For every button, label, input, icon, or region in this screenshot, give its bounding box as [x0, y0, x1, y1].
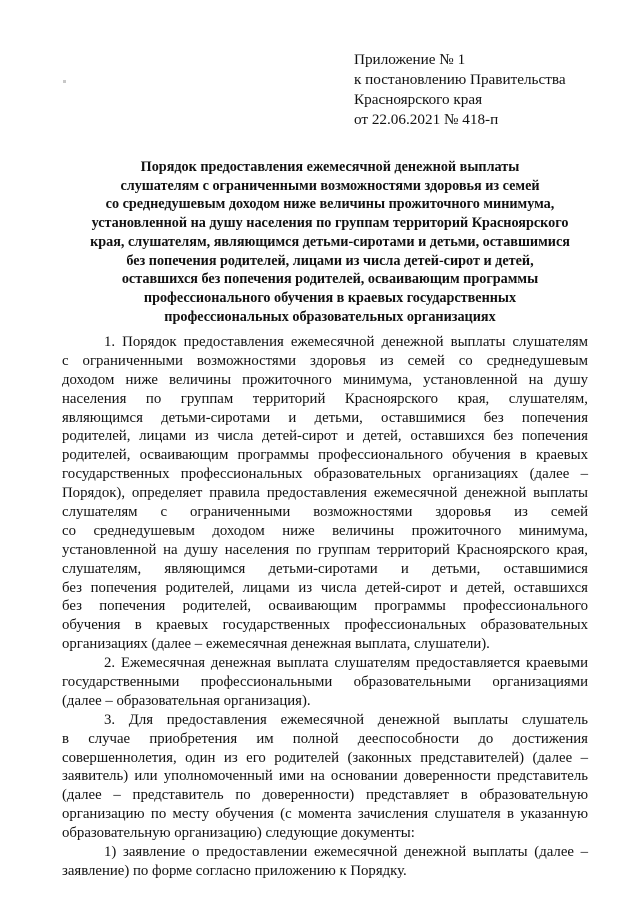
body-line: без попечения родителей, лицами из числа детей-сирот и детей, оставшихся — [62, 579, 588, 596]
body-line: без попечения родителей, осваивающим программы профессионального — [62, 598, 588, 615]
title-line: края, слушателям, являющимся детьми-сиротами и детьми, оставшимися — [90, 233, 570, 250]
body-line: родителей, осваивающим программы профессионального обучения в краевых — [62, 447, 588, 464]
body-line: образовательную организацию) следующие документы: — [62, 825, 415, 842]
body-line: в случае приобретения им полной дееспособности до достижения — [62, 730, 588, 747]
body-line: Порядок), определяет правила предоставления ежемесячной денежной выплаты — [62, 485, 588, 502]
title-line: оставшихся без попечения родителей, осваивающим программы — [121, 271, 539, 288]
appendix-line: от 22.06.2021 № 418-п — [354, 111, 499, 128]
appendix-line: Приложение № 1 — [354, 51, 466, 68]
body-line: слушателям с ограниченными возможностями здоровья из семей — [62, 504, 588, 521]
body-line: (далее – образовательная организация). — [62, 692, 311, 709]
body-line: организацию по месту обучения (с момента зачисления слушателя в указанную — [62, 806, 588, 823]
title-line: профессиональных образовательных организациях — [164, 308, 496, 325]
title-line: Порядок предоставления ежемесячной денежной выплаты — [140, 159, 520, 175]
document-body — [62, 333, 588, 881]
body-line: 3. Для предоставления ежемесячной денежной выплаты слушатель — [104, 711, 588, 728]
title-line: со среднедушевым доходом ниже величины прожиточного минимума, — [105, 196, 555, 213]
body-line: 2. Ежемесячная денежная выплата слушателям предоставляется краевыми — [104, 655, 588, 672]
title-line: без попечения родителей, лицами из числа детей-сирот и детей, — [126, 252, 534, 269]
body-line: со среднедушевым доходом ниже величины прожиточного минимума, — [62, 522, 588, 539]
appendix-line: к постановлению Правительства — [354, 71, 566, 88]
body-line: организациях (далее – ежемесячная денежная выплата, слушатели). — [62, 636, 490, 653]
body-line: доходом ниже величины прожиточного минимума, установленной на душу — [62, 371, 588, 388]
title-line: профессионального обучения в краевых государственных — [143, 289, 517, 306]
appendix-line: Красноярского края — [354, 91, 483, 108]
body-line: (далее – представитель по доверенности) представляет в образовательную — [62, 787, 588, 804]
body-line: заявитель) или уполномоченный ими на основании доверенности представитель — [62, 768, 588, 785]
body-line: 1. Порядок предоставления ежемесячной денежной выплаты слушателям — [104, 334, 588, 350]
document-title — [40, 158, 620, 326]
body-line: слушателям, являющимся детьми-сиротами и детьми, оставшимися — [62, 560, 588, 577]
body-line: 1) заявление о предоставлении ежемесячной денежной выплаты (далее – — [104, 844, 588, 861]
appendix-header — [354, 50, 566, 130]
body-line: совершеннолетия, один из его родителей (законных представителей) (далее – — [62, 749, 588, 766]
body-line: установленной на душу населения по группам территорий Красноярского края, — [62, 541, 588, 558]
title-line: слушателям с ограниченными возможностями здоровья из семей — [120, 177, 540, 194]
title-line: установленной на душу населения по группам территорий Красноярского — [91, 215, 569, 232]
body-line: заявление) по форме согласно приложению к Порядку. — [62, 862, 407, 879]
body-line: обучения в краевых государственных профессиональных образовательных — [62, 617, 588, 634]
scan-speck — [63, 80, 66, 83]
body-line: государственными профессиональными образовательными организациями — [62, 674, 588, 691]
body-line: родителей, лицами из числа детей-сирот и детей, оставшихся без попечения — [62, 428, 588, 445]
body-line: государственных профессиональных образовательных организациях (далее – — [62, 466, 588, 483]
body-line: с ограниченными возможностями здоровья из семей со среднедушевым — [62, 352, 588, 369]
body-line: населения по группам территорий Красноярского края, слушателям, — [62, 390, 588, 407]
body-line: являющимся детьми-сиротами и детьми, оставшимися без попечения — [62, 409, 588, 426]
